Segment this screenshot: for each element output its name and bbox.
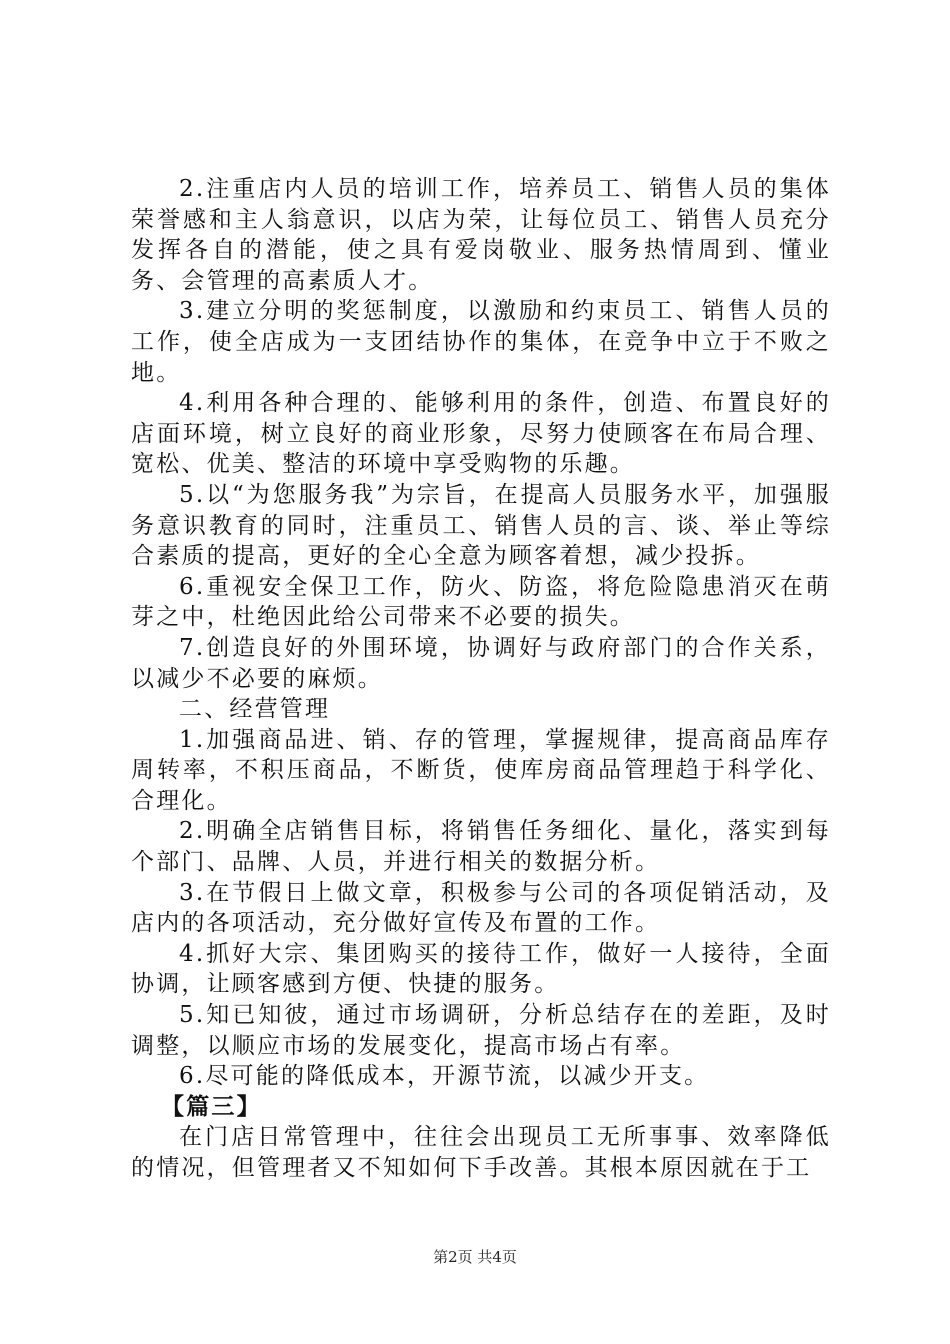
management-item-3: 3.在节假日上做文章，积极参与公司的各项促销活动，及店内的各项活动，充分做好宣传及布置的工作。 — [131, 879, 831, 937]
document-body — [131, 174, 831, 1184]
paragraph-item-6: 6.重视安全保卫工作，防火、防盗，将危险隐患消灭在萌芽之中，杜绝因此给公司带来不必要的损失。 — [131, 573, 831, 631]
management-item-6: 6.尽可能的降低成本，开源节流，以减少开支。 — [179, 1063, 710, 1090]
management-item-2: 2.明确全店销售目标，将销售任务细化、量化，落实到每个部门、品牌、人员，并进行相关的数据分析。 — [131, 818, 831, 876]
closing-paragraph: 在门店日常管理中，往往会出现员工无所事事、效率降低的情况，但管理者又不知如何下手改善。其根本原因就在于工 — [131, 1124, 831, 1181]
paragraph-item-7: 7.创造良好的外围环境，协调好与政府部门的合作关系，以减少不必要的麻烦。 — [131, 634, 831, 692]
paragraph-item-5: 5.以“为您服务我”为宗旨，在提高人员服务水平，加强服务意识教育的同时，注重员工、销售人员的言、谈、举止等综合素质的提高，更好的全心全意为顾客着想，减少投拆。 — [131, 481, 831, 570]
paragraph-item-3: 3.建立分明的奖惩制度，以激励和约束员工、销售人员的工作，使全店成为一支团结协作的集体，在竞争中立于不败之地。 — [131, 298, 831, 386]
section-heading: 二、经营管理 — [179, 696, 331, 723]
part-label: 【篇三】 — [161, 1092, 262, 1120]
page-footer: 第2页 共4页 — [433, 1248, 517, 1266]
paragraph-item-2: 2.注重店内人员的培训工作，培养员工、销售人员的集体荣誉感和主人翁意识，以店为荣，让每位员工、销售人员充分发挥各自的潜能，使之具有爱岗敬业、服务热情周到、懂业务、会管理的高素质人才。 — [131, 176, 831, 294]
management-item-1: 1.加强商品进、销、存的管理，掌握规律，提高商品库存周转率，不积压商品，不断货，使库房商品管理趋于科学化、合理化。 — [131, 726, 831, 814]
management-item-5: 5.知已知彼，通过市场调研，分析总结存在的差距，及时调整，以顺应市场的发展变化，提高市场占有率。 — [131, 1002, 831, 1059]
management-item-4: 4.抓好大宗、集团购买的接待工作，做好一人接待，全面协调，让顾客感到方便、快捷的服务。 — [131, 940, 831, 998]
paragraph-item-4: 4.利用各种合理的、能够利用的条件，创造、布置良好的店面环境，树立良好的商业形象，尽努力使顾客在布局合理、宽松、优美、整洁的环境中享受购物的乐趣。 — [131, 390, 831, 478]
